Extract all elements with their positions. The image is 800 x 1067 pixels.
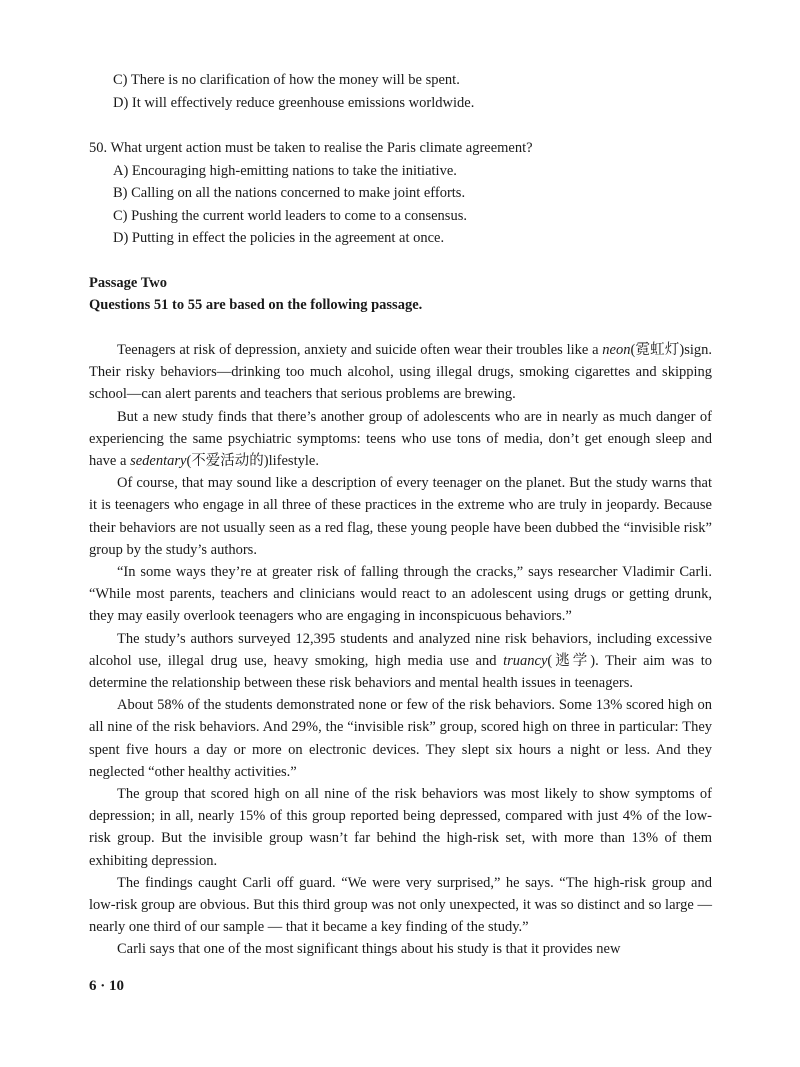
glossed-term-neon: neon	[602, 342, 631, 358]
q49-option-c: C) There is no clarification of how the money will be spent.	[113, 72, 460, 88]
q50-option-d: D) Putting in effect the policies in the agreement at once.	[113, 230, 445, 246]
q50-option-c: C) Pushing the current world leaders to come to a consensus.	[113, 208, 467, 224]
paragraph-7: The group that scored high on all nine of the risk behaviors was most likely to show symptoms of depression; in all, nearly 15% of this group reported being depressed, compared with just 4% of the low-risk group. But the invisible group wasn’t far behind the high-risk set, with more than 13% of them exhibiting depression.	[89, 786, 712, 869]
q49-option-d: D) It will effectively reduce greenhouse emissions worldwide.	[113, 95, 475, 111]
paragraph-8: The findings caught Carli off guard. “We were very surprised,” he says. “The high-risk group and low-risk group are obvious. But this third group was not only unexpected, it was so distinct and so large — nearly one third of our sample — that it became a key finding of the study.”	[89, 874, 712, 936]
paragraph-6: About 58% of the students demonstrated none or few of the risk behaviors. Some 13% scored high on all nine of the risk behaviors. And 29%, the “invisible risk” group, scored high on three in particular: They spent five hours a day or more on electronic devices. They slept six hours a night or less. And they neglected “other healthy activities.”	[89, 697, 712, 780]
q50-stem: 50. What urgent action must be taken to realise the Paris climate agreement?	[89, 140, 533, 156]
glossed-term-truancy: truancy	[503, 652, 548, 669]
paragraph-4: “In some ways they’re at greater risk of falling through the cracks,” says researcher Vladimir Carli. “While most parents, teachers and clinicians would react to an adolescent using drugs or getting drunk, they may easily overlook teenagers who are engaging in inconspicuous behaviors.”	[89, 564, 712, 625]
passage-title: Passage Two	[89, 275, 168, 291]
q50-option-a: A) Encouraging high-emitting nations to take the initiative.	[113, 163, 457, 179]
paragraph-9: Carli says that one of the most significant things about his study is that it provides new	[117, 941, 621, 958]
page-number: 6 · 10	[89, 978, 125, 994]
gloss-neon: (霓虹灯)	[630, 342, 685, 358]
paragraph-3: Of course, that may sound like a description of every teenager on the planet. But the study warns that it is teenagers who engage in all three of these practices in the extreme who are truly in jeopardy. Because their behaviors are not usually seen as a red flag, these young people have been dubbed the “invisible risk” group by the study’s authors.	[89, 475, 712, 558]
glossed-term-sedentary: sedentary	[130, 453, 187, 470]
paragraph-5: The study’s authors surveyed 12,395 students and analyzed nine risk behaviors, including excessive alcohol use, illegal drug use, heavy smoking, high media use and truancy(逃学). Their aim was to determine the relationship between these risk behaviors and mental health issues in teenagers.	[89, 630, 712, 692]
q50-option-b: B) Calling on all the nations concerned to make joint efforts.	[113, 185, 466, 201]
passage-instructions: Questions 51 to 55 are based on the following passage.	[89, 297, 423, 313]
paragraph-1: Teenagers at risk of depression, anxiety and suicide often wear their troubles like a neon(霓虹灯)sign. Their risky behaviors—drinking too much alcohol, using illegal drugs, smoking cigarettes and skipping school—can alert parents and teachers that serious problems are brewing.	[89, 342, 712, 403]
passage-body	[89, 339, 712, 961]
gloss-truancy: (逃学)	[547, 652, 596, 669]
gloss-sedentary: (不爱活动的)	[186, 453, 269, 470]
paragraph-2: But a new study finds that there’s another group of adolescents who are in nearly as much danger of experiencing the same psychiatric symptoms: teens who use tons of media, don’t get enough sleep and have a sedentary(不爱活动的)lifestyle.	[89, 408, 712, 470]
